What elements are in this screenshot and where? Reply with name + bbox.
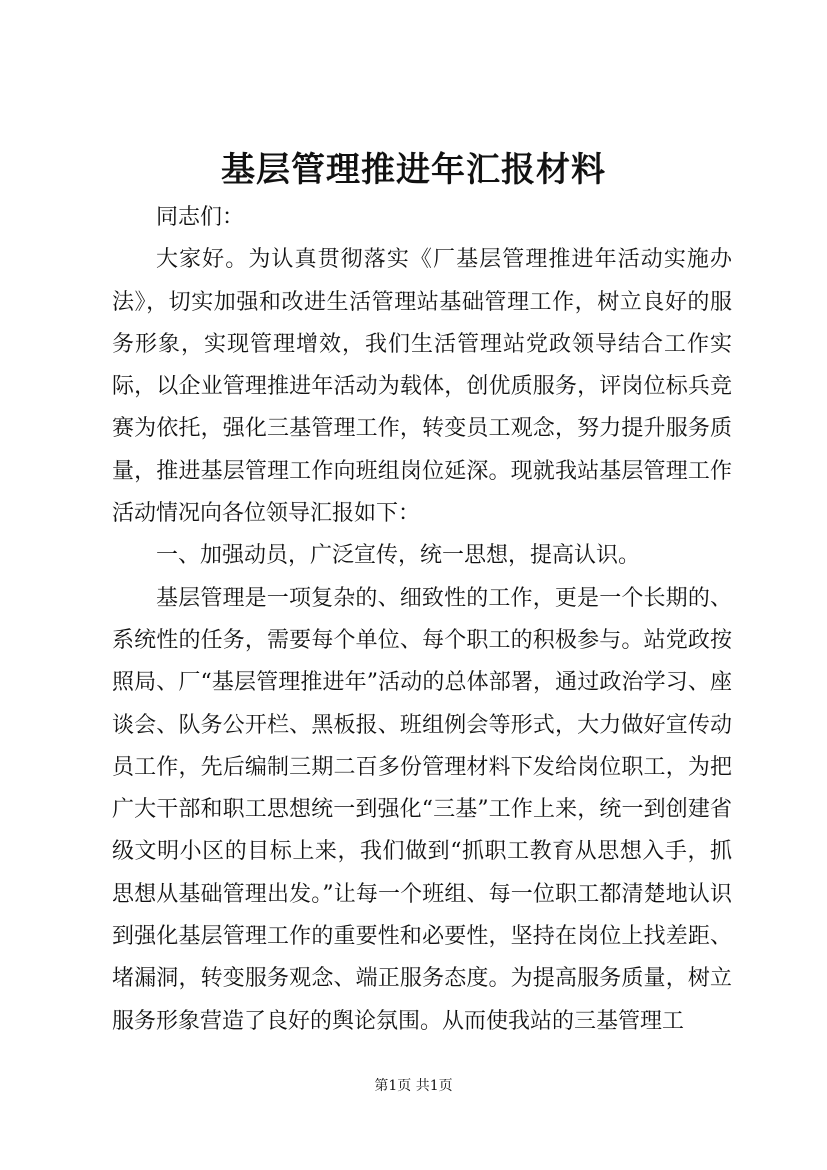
- document-body: [112, 197, 732, 1043]
- section-1-paragraph: 基层管理是一项复杂的、细致性的工作，更是一个长期的、系统性的任务，需要每个单位、每个职工的积极参与。站党政按照局、厂“基层管理推进年”活动的总体部署，通过政治学习、座谈会、队务公开栏、黑板报、班组例会等形式，大力做好宣传动员工作，先后编制三期二百多份管理材料下发给岗位职工，为把广大干部和职工思想统一到强化“三基”工作上来，统一到创建省级文明小区的目标上来，我们做到“抓职工教育从思想入手，抓思想从基础管理出发。”让每一个班组、每一位职工都清楚地认识到强化基层管理工作的重要性和必要性，坚持在岗位上找差距、堵漏洞，转变服务观念、端正服务态度。为提高服务质量，树立服务形象营造了良好的舆论氛围。从而使我站的三基管理工: [112, 585, 732, 1034]
- intro-paragraph: 大家好。为认真贯彻落实《厂基层管理推进年活动实施办法》，切实加强和改进生活管理站基础管理工作，树立良好的服务形象，实现管理增效，我们生活管理站党政领导结合工作实际，以企业管理推进年活动为载体，创优质服务，评岗位标兵竞赛为依托，强化三基管理工作，转变员工观念，努力提升服务质量，推进基层管理工作向班组岗位延深。现就我站基层管理工作活动情况向各位领导汇报如下：: [112, 247, 732, 527]
- document-title: 基层管理推进年汇报材料: [221, 150, 606, 190]
- section-heading-1: 一、加强动员，广泛宣传，统一思想，提高认识。: [156, 543, 641, 569]
- salutation-paragraph: 同志们：: [156, 205, 245, 230]
- page-number-footer: 第1页 共1页: [374, 1078, 453, 1094]
